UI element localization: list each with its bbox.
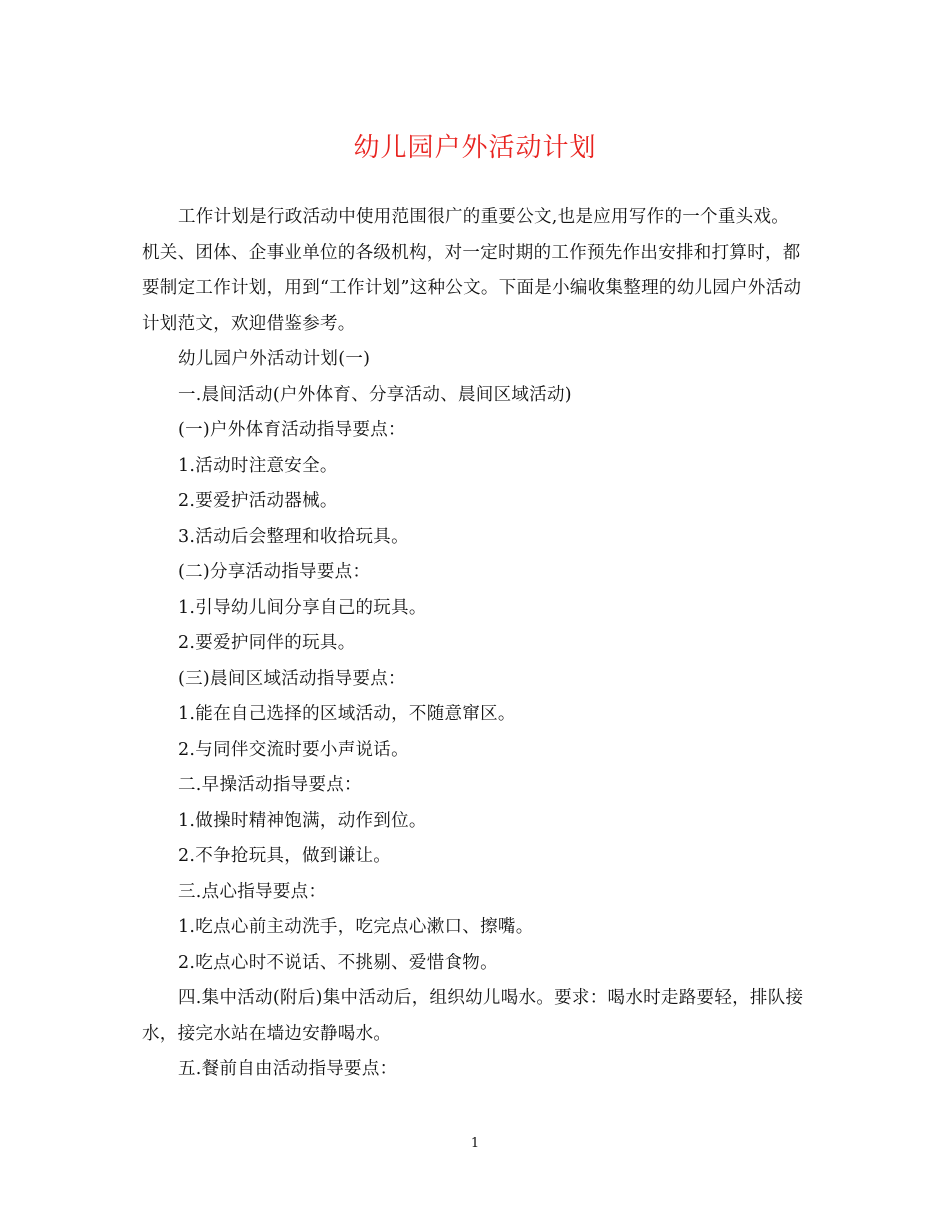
list-item: 2.吃点心时不说话、不挑剔、爱惜食物。	[178, 952, 498, 973]
list-item: 3.活动后会整理和收拾玩具。	[178, 526, 409, 547]
list-item: 2.与同伴交流时要小声说话。	[178, 739, 409, 760]
list-item: 1.活动时注意安全。	[178, 455, 338, 476]
section-heading-snack: 三.点心指导要点：	[178, 881, 327, 902]
list-item: 2.要爱护活动器械。	[178, 491, 338, 511]
section-heading-morning-activities: 一.晨间活动(户外体育、分享活动、晨间区域活动)	[178, 384, 572, 405]
section-paragraph-group-activity: 四.集中活动(附后)集中活动后，组织幼儿喝水。要求：喝水时走路要轻，排队接水，接完水站在墙边安静喝水。	[142, 988, 804, 1044]
document-body	[142, 200, 806, 1088]
section-heading-free-activity: 五.餐前自由活动指导要点：	[178, 1059, 398, 1079]
list-item: 1.引导幼儿间分享自己的玩具。	[178, 597, 427, 618]
section-heading-morning-exercise: 二.早操活动指导要点：	[178, 775, 362, 795]
subsection-heading-sharing: (二)分享活动指导要点：	[178, 562, 371, 582]
page-number: 1	[470, 1136, 480, 1151]
document-title: 幼儿园户外活动计划	[353, 133, 597, 163]
subsection-heading-outdoor-sports: (一)户外体育活动指导要点：	[178, 420, 406, 440]
list-item: 1.能在自己选择的区域活动，不随意窜区。	[178, 704, 516, 724]
plan-heading: 幼儿园户外活动计划(一)	[178, 349, 371, 369]
list-item: 1.做操时精神饱满，动作到位。	[178, 810, 427, 831]
list-item: 2.要爱护同伴的玩具。	[178, 633, 356, 653]
subsection-heading-area-activities: (三)晨间区域活动指导要点：	[178, 668, 406, 689]
list-item: 2.不争抢玩具，做到谦让。	[178, 846, 392, 866]
list-item: 1.吃点心前主动洗手，吃完点心漱口、擦嘴。	[178, 917, 534, 937]
intro-paragraph: 工作计划是行政活动中使用范围很广的重要公文,也是应用写作的一个重头戏。机关、团体、企事业单位的各级机构，对一定时期的工作预先作出安排和打算时，都要制定工作计划，用到“工作计划”这种公文。下面是小编收集整理的幼儿园户外活动计划范文，欢迎借鉴参考。	[142, 207, 802, 334]
